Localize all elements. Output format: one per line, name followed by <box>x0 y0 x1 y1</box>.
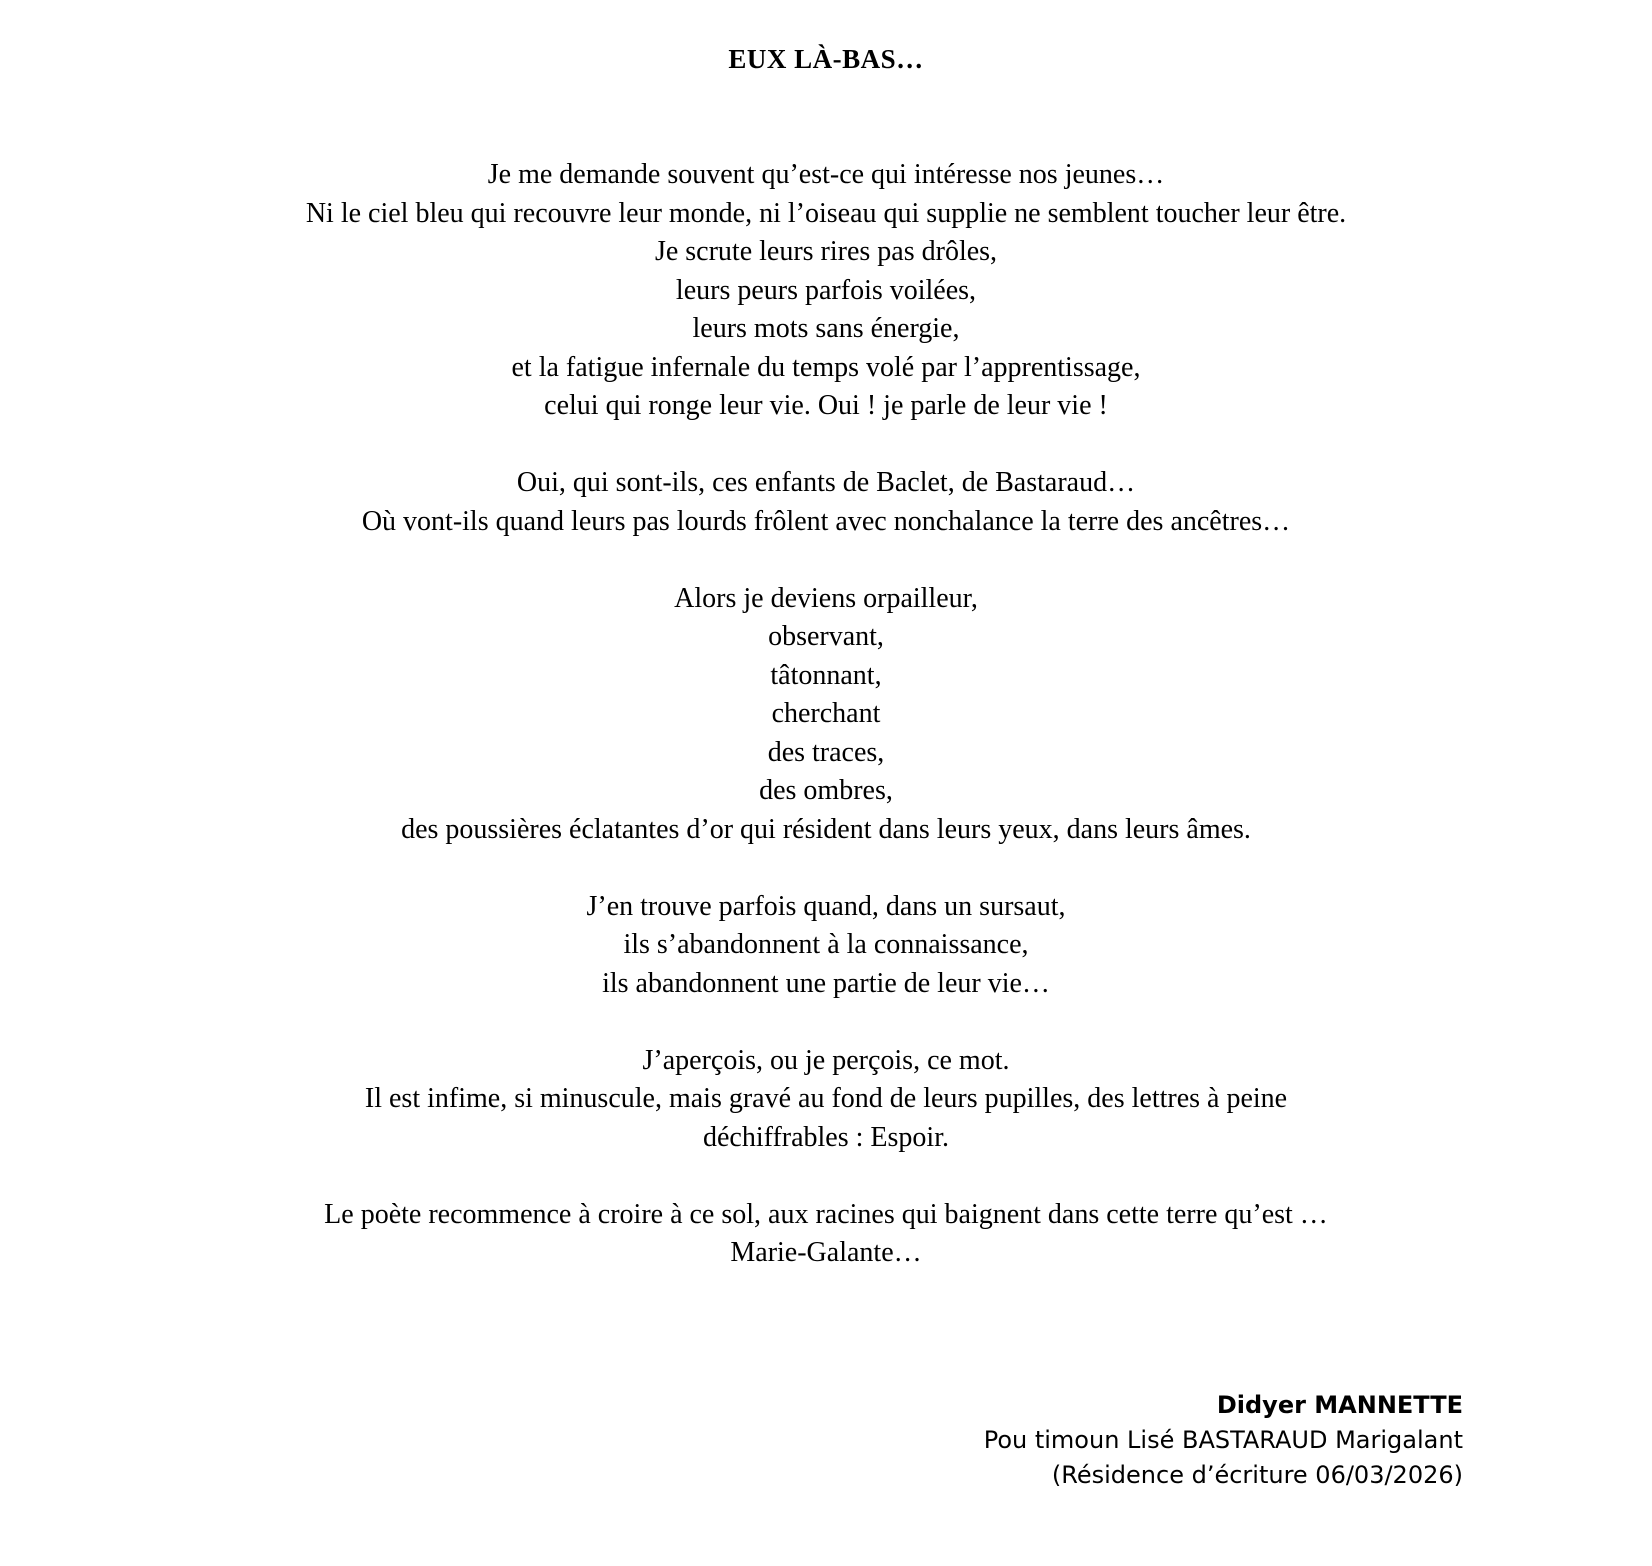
signature-block <box>984 1388 1463 1493</box>
stanza-4 <box>0 888 1652 1004</box>
poem-line: Marie-Galante… <box>730 1237 922 1268</box>
dedication: Pou timoun Lisé BASTARAUD Marigalant <box>983 1426 1463 1454</box>
poem-line: cherchant <box>771 698 881 729</box>
stanza-1 <box>0 156 1652 426</box>
stanza-6 <box>0 1196 1652 1273</box>
poem-body <box>0 156 1652 1311</box>
poem-line: Où vont-ils quand leurs pas lourds frôlent avec nonchalance la terre des ancêtres… <box>361 505 1291 537</box>
poem-line: J’en trouve parfois quand, dans un sursaut, <box>586 890 1066 922</box>
stanza-3 <box>0 580 1652 850</box>
poem-line: et la fatigue infernale du temps volé par l’apprentissage, <box>511 351 1141 383</box>
stanza-5 <box>0 1042 1652 1158</box>
poem-line: déchiffrables : Espoir. <box>703 1121 949 1153</box>
stanza-2 <box>0 464 1652 541</box>
poem-line: ils s’abandonnent à la connaissance, <box>623 929 1029 960</box>
poem-line: J’aperçois, ou je perçois, ce mot. <box>642 1044 1010 1076</box>
poem-line: ils abandonnent une partie de leur vie… <box>602 967 1050 999</box>
poem-line: leurs mots sans énergie, <box>692 313 960 344</box>
poem-line: Je me demande souvent qu’est-ce qui intéresse nos jeunes… <box>487 159 1165 190</box>
poem-line: des traces, <box>767 736 885 768</box>
poem-line: tâtonnant, <box>770 659 882 691</box>
poem-line: Je scrute leurs rires pas drôles, <box>654 236 998 267</box>
poem-line: des ombres, <box>759 775 893 806</box>
poem-line: leurs peurs parfois voilées, <box>675 274 977 306</box>
poem-line: des poussières éclatantes d’or qui résident dans leurs yeux, dans leurs âmes. <box>401 813 1251 845</box>
author-name: Didyer MANNETTE <box>1216 1391 1463 1419</box>
poem-line: Oui, qui sont-ils, ces enfants de Baclet, de Bastaraud… <box>516 467 1136 498</box>
poem-line: celui qui ronge leur vie. Oui ! je parle de leur vie ! <box>544 390 1108 421</box>
residence-note: (Résidence d’écriture 06/03/2026) <box>1051 1461 1463 1489</box>
poem-title: EUX LÀ-BAS… <box>728 44 924 74</box>
poem-line: Ni le ciel bleu qui recouvre leur monde, ni l’oiseau qui supplie ne semblent toucher leur être. <box>305 197 1347 229</box>
poem-line: Il est infime, si minuscule, mais gravé au fond de leurs pupilles, des lettres à peine <box>364 1083 1288 1114</box>
poem-line: Alors je deviens orpailleur, <box>674 582 978 614</box>
poem-line: observant, <box>768 621 884 652</box>
poem-line: Le poète recommence à croire à ce sol, aux racines qui baignent dans cette terre qu’est … <box>324 1198 1328 1230</box>
